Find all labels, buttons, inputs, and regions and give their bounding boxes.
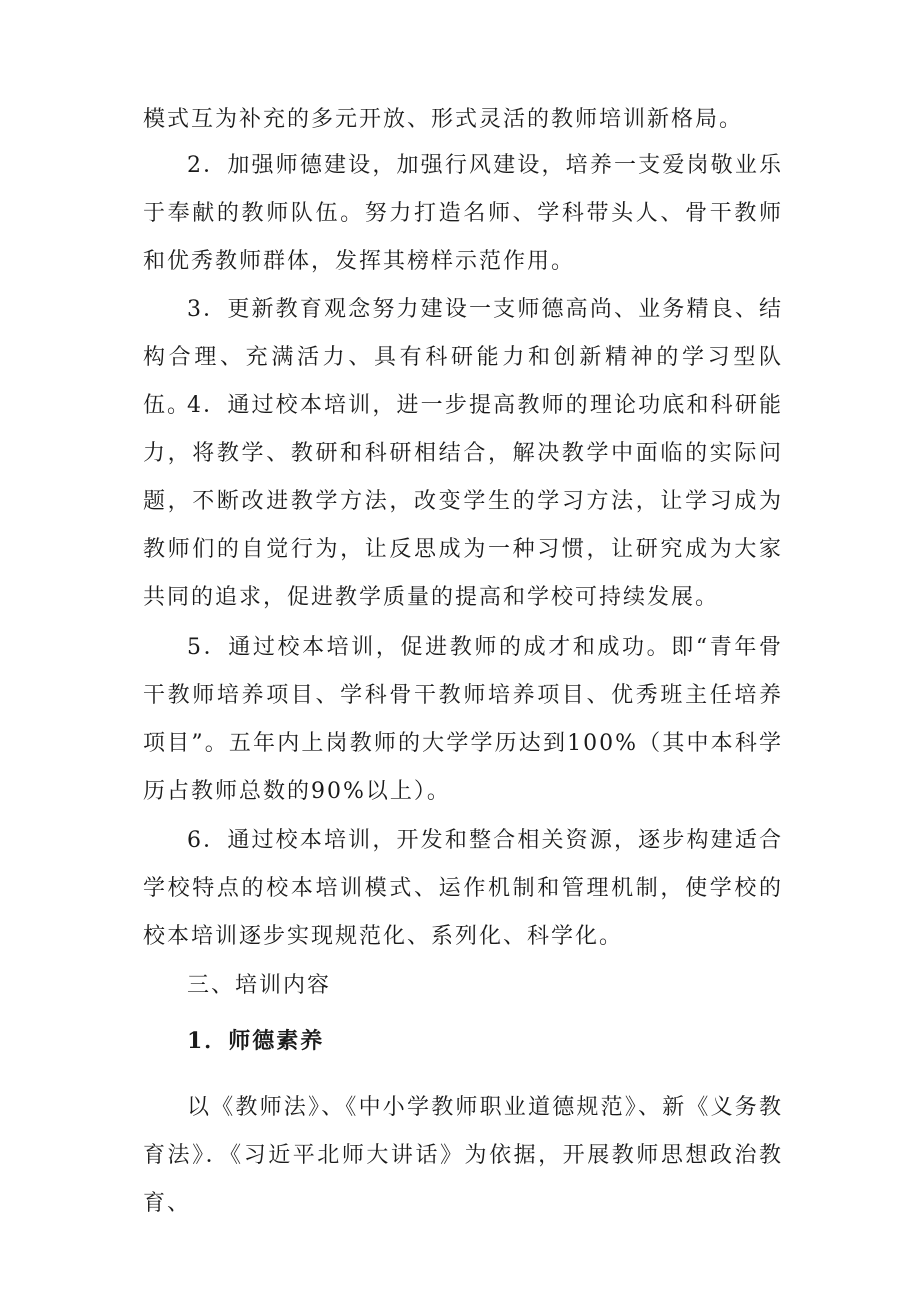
paragraph-ethics: 以《教师法》、《中小学教师职业道德规范》、新《义务教育法》．《习近平北师大讲话》为依据，开展教师思想政治教育、: [143, 1095, 783, 1216]
paragraph-item-3: 3．更新教育观念努力建设一支师德高尚、业务精良、结构合理、充满活力、具有科研能力和创新精神的学习型队伍。: [143, 297, 783, 418]
paragraph-item-4: 4．通过校本培训，进一步提高教师的理论功底和科研能力，将教学、教研和科研相结合，解决教学中面临的实际问题，不断改进教学方法，改变学生的学习方法，让学习成为教师们的自觉行为，让反思成为一种习惯，让研究成为大家共同的追求，促进教学质量的提高和学校可持续发展。: [143, 393, 783, 610]
section-heading: 三、培训内容: [187, 973, 332, 998]
sub-heading: 1．师德素养: [187, 1028, 325, 1054]
paragraph-item-6: 6．通过校本培训，开发和整合相关资源，逐步构建适合学校特点的校本培训模式、运作机制和管理机制，使学校的校本培训逐步实现规范化、系列化、科学化。: [143, 828, 783, 949]
paragraph-item-5: 5．通过校本培训，促进教师的成才和成功。即“青年骨干教师培养项目、学科骨干教师培养项目、优秀班主任培养项目”。五年内上岗教师的大学学历达到100%（其中本科学历占教师总数的90%以上）。: [143, 635, 783, 804]
paragraph-continuation: 模式互为补充的多元开放、形式灵活的教师培训新格局。: [143, 107, 744, 132]
paragraph-item-2: 2．加强师德建设，加强行风建设，培养一支爱岗敬业乐于奉献的教师队伍。努力打造名师、学科带头人、骨干教师和优秀教师群体，发挥其榜样示范作用。: [143, 153, 783, 274]
